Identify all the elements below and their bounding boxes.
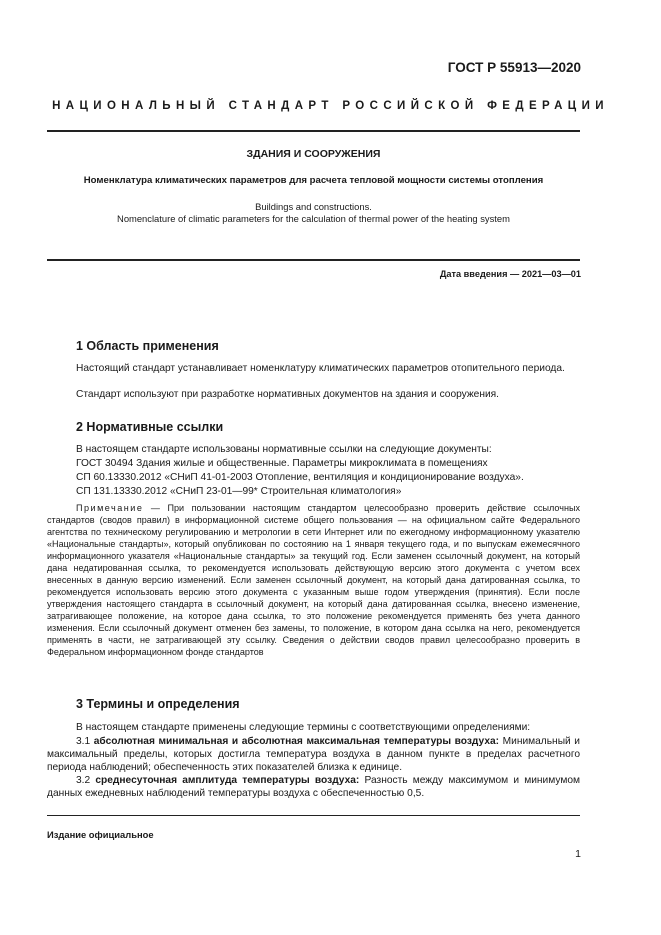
reference-item: СП 60.13330.2012 «СНиП 41-01-2003 Отопление, вентиляция и кондиционирование воздуха». (76, 472, 524, 483)
section-3-heading: 3 Термины и определения (76, 697, 240, 711)
section-1-paragraph-2: Стандарт используют при разработке нормативных документов на здания и сооружения. (76, 389, 500, 400)
term-definition: Минимальный и максимальный пределы, которых достигла температура воздуха в данном пункте в пределах расчетного периода наблюдений; обеспеченность этих показателей близка к единице. (47, 736, 580, 773)
national-standard-banner: НАЦИОНАЛЬНЫЙ СТАНДАРТ РОССИЙСКОЙ ФЕДЕРАЦИИ (52, 100, 609, 112)
introduction-date: Дата введения — 2021—03—01 (439, 269, 581, 279)
reference-item: СП 131.13330.2012 «СНиП 23-01—99* Строительная климатология» (76, 486, 402, 497)
section-1-heading: 1 Область применения (76, 339, 219, 353)
section-2-heading: 2 Нормативные ссылки (76, 420, 224, 434)
title-english-line2: Nomenclature of climatic parameters for the calculation of thermal power of the heating system (117, 213, 510, 224)
title-subtitle: Номенклатура климатических параметров для расчета тепловой мощности системы отопления (83, 175, 544, 186)
term-number: 3.1 (76, 736, 94, 747)
title-english-line1: Buildings and constructions. (255, 201, 372, 212)
footer-rule (47, 815, 580, 816)
normative-note (47, 502, 580, 658)
term-3-1 (47, 735, 580, 774)
note-label: Примечание (76, 503, 144, 513)
term-definition: Разность между максимумом и минимумом данных ежедневных наблюдений температуры воздуха с обеспеченностью 0,5. (47, 775, 580, 799)
title-english (47, 201, 580, 225)
title-main: ЗДАНИЯ И СООРУЖЕНИЯ (246, 148, 381, 160)
term-name: среднесуточная амплитуда температуры воздуха: (95, 775, 360, 786)
section-3-intro: В настоящем стандарте применены следующие термины с соответствующими определениями: (76, 722, 531, 733)
standard-code: ГОСТ Р 55913—2020 (447, 60, 581, 75)
term-number: 3.2 (76, 775, 96, 786)
title-bottom-rule (47, 259, 580, 261)
section-2-intro: В настоящем стандарте использованы нормативные ссылки на следующие документы: (76, 444, 492, 455)
note-text: — При пользовании настоящим стандартом целесообразно проверить действие ссылочных стандартов (сводов правил) в информационной системе общего пользования — на официальном сайте Федерального агентства по техническому регулированию и метрологии в сети Интернет или по ежегодному информационному указателю «Национальные стандарты», который опубликован по состоянию на 1 января текущего года, и по выпускам ежемесячного информационного указателя «Национальные стандарты» за текущий год. Если заменен ссылочный документ, на который дана недатированная ссылка, то рекомендуется использовать действующую версию этого документа с учетом всех внесенных в данную версию изменений. Если заменен ссылочный документ, на который дана датированная ссылка, то рекомендуется использовать версию этого документа с указанным выше годом утверждения (принятия). Если после утверждения настоящего стандарта в ссылочный документ, на который дана датированная ссылка, внесено изменение, затрагивающее положение, на которое дана ссылка, то это положение рекомендуется применять без учета данного изменения. Если ссылочный документ отменен без замены, то положение, в котором дана ссылка на него, рекомендуется применять в части, не затрагивающей эту ссылку. Сведения о действии сводов правил целесообразно проверить в Федеральном информационном фонде стандартов (47, 503, 580, 657)
official-edition-label: Издание официальное (47, 829, 154, 840)
term-name: абсолютная минимальная и абсолютная максимальная температуры воздуха: (93, 736, 500, 747)
term-3-2 (47, 774, 580, 800)
section-1-paragraph-1: Настоящий стандарт устанавливает номенклатуру климатических параметров отопительного периода. (76, 363, 565, 374)
page-number: 1 (575, 848, 581, 860)
reference-item: ГОСТ 30494 Здания жилые и общественные. Параметры микроклимата в помещениях (76, 458, 488, 469)
top-rule (47, 130, 580, 132)
